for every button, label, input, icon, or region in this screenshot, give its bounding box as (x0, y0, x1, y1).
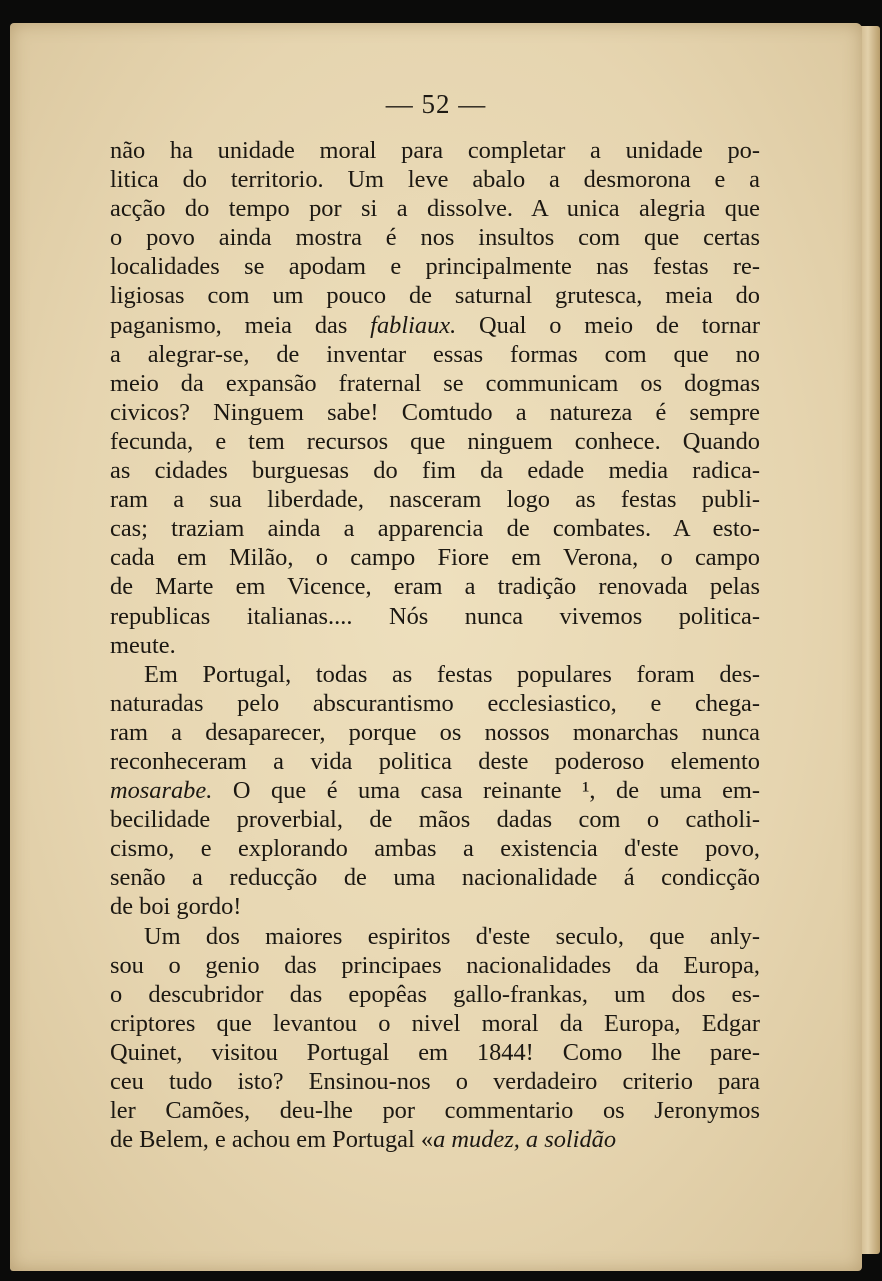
text-line: de boi gordo! (110, 893, 242, 921)
text-line (110, 1125, 760, 1154)
text-line: reconheceram a vida politica deste poderoso elemento (110, 747, 760, 775)
book-page (10, 23, 862, 1271)
text-line: sou o genio das principaes nacionalidades da Europa, (110, 951, 760, 979)
italic-segment: fabliaux. (370, 311, 457, 339)
text-line: civicos? Ninguem sabe! Comtudo a natureza é sempre (110, 398, 760, 426)
text-segment: paganismo, meia das (110, 311, 371, 339)
page-number: — 52 — (385, 89, 487, 119)
text-line: litica do territorio. Um leve abalo a desmorona e a (110, 166, 760, 194)
text-line: o descubridor das epopêas gallo-frankas, um dos es- (110, 980, 760, 1008)
text-line: ram a desaparecer, porque os nossos monarchas nunca (110, 718, 760, 746)
text-line: ceu tudo isto? Ensinou-nos o verdadeiro criterio para (110, 1068, 760, 1095)
text-line: meute. (110, 631, 176, 659)
text-line: ram a sua liberdade, nasceram logo as festas publi- (110, 486, 760, 514)
text-line: meio da expansão fraternal se communicam os dogmas (110, 369, 760, 397)
text-line: as cidades burguesas do fim da edade media radica- (110, 457, 760, 485)
text-line: ler Camões, deu-lhe por commentario os Jeronymos (110, 1097, 760, 1125)
text-line: Um dos maiores espiritos d'este seculo, que anly- (144, 922, 760, 950)
text-segment: de Belem, e achou em Portugal « (110, 1126, 434, 1154)
text-line: senão a reducção de uma nacionalidade á condicção (110, 864, 760, 892)
text-line: a alegrar-se, de inventar essas formas com que no (110, 340, 760, 368)
text-line: naturadas pelo abscurantismo ecclesiastico, e chega- (110, 689, 760, 717)
text-line: acção do tempo por si a dissolve. A unica alegria que (110, 195, 760, 223)
text-segment: O que é uma casa reinante ¹, de uma em- (212, 777, 760, 805)
text-line: criptores que levantou o nivel moral da Europa, Edgar (110, 1009, 760, 1037)
text-line: Em Portugal, todas as festas populares foram des- (144, 660, 760, 688)
text-segment: Qual o meio de tornar (456, 311, 760, 339)
text-line: localidades se apodam e principalmente nas festas re- (110, 253, 760, 281)
italic-segment: mosarabe. (110, 777, 213, 805)
text-line: fecunda, e tem recursos que ninguem conhece. Quando (110, 427, 760, 455)
text-line (110, 776, 760, 805)
text-line: cada em Milão, o campo Fiore em Verona, o campo (110, 544, 760, 572)
body-text (110, 136, 760, 1154)
italic-segment: a mudez, a solidão (433, 1126, 617, 1154)
text-line: o povo ainda mostra é nos insultos com que certas (110, 224, 760, 252)
text-line: ligiosas com um pouco de saturnal grutesca, meia do (110, 282, 760, 310)
text-line: de Marte em Vicence, eram a tradição renovada pelas (110, 573, 760, 601)
text-line: cas; traziam ainda a apparencia de combates. A esto- (110, 515, 760, 543)
text-line: não ha unidade moral para completar a unidade po- (110, 137, 760, 164)
text-line: republicas italianas.... Nós nunca vivemos politica- (110, 602, 760, 630)
text-line: becilidade proverbial, de mãos dadas com o catholi- (110, 806, 760, 834)
text-line: cismo, e explorando ambas a existencia d'este povo, (110, 835, 760, 863)
text-line: Quinet, visitou Portugal em 1844! Como lhe pare- (110, 1038, 760, 1066)
text-line (110, 311, 760, 340)
